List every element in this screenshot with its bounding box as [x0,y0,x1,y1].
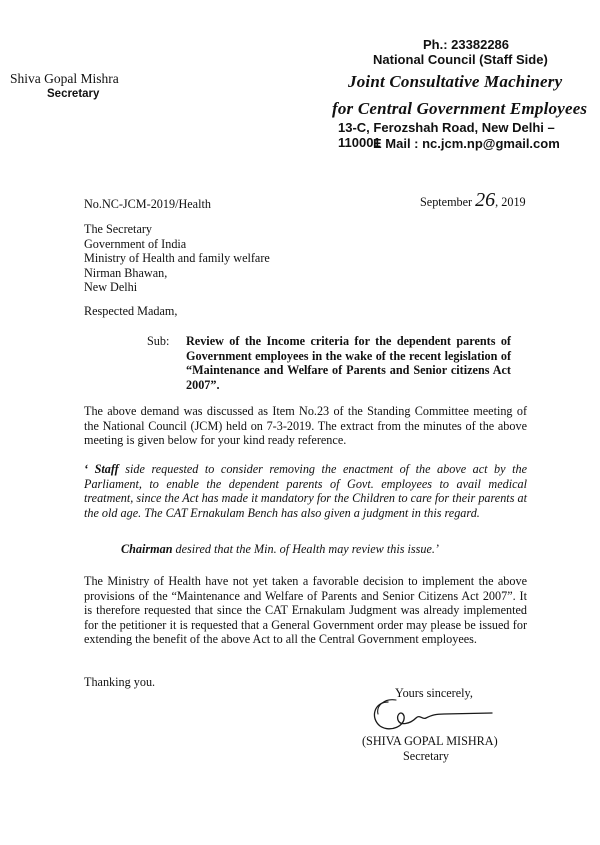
quote-body: side requested to consider removing the enactment of the above act by the Parliament, to enable the dependent parents of Govt. employees to avail medical treatment, since the Act has made it mandatory for the Children to care for their parents at the old age. The CAT Ernakulam Bench has also given a judgment in this regard. [84,462,527,520]
thanking-line: Thanking you. [84,675,156,689]
letterhead-phone: Ph.: 23382286 [423,37,510,52]
addressee-line: New Delhi [84,280,138,294]
date-day: 26 [475,189,496,211]
signatory-name: (SHIVA GOPAL MISHRA) [362,734,498,748]
addressee-line: Nirman Bhawan, [84,265,168,280]
paragraph-1: The above demand was discussed as Item No.23 of the Standing Committee meeting of the National Council (JCM) held on 7-3-2019. The extract from the minutes of the above meeting is given below for your kind ready reference. [84,404,527,447]
quote-chairman-rest: desired that the Min. of Health may review this issue.’ [172,542,439,556]
sender-title: Secretary [47,88,100,100]
closing-line: Yours sincerely, [395,686,473,700]
handwritten-signature [366,696,496,734]
letterhead-council: National Council (Staff Side) [373,52,548,67]
quote-lead: ‘ Staff [84,462,119,476]
letterhead-script-line1: Joint Consultative Machinery [348,72,563,91]
addressee-line: Government of India [84,236,187,251]
addressee-line: Ministry of Health and family welfare [84,251,270,265]
salutation: Respected Madam, [84,304,178,318]
subject-label: Sub: [147,334,170,348]
letterhead-script-line2: for Central Government Employees [332,99,588,118]
quote-chairman: Chairman [121,542,173,556]
letterhead-address: 13-C, Ferozshah Road, New Delhi – 110001 [338,120,555,150]
subject-text: Review of the Income criteria for the dependent parents of Government employees in the wake of the recent legislation of “Maintenance and Welfare of Parents and Senior citizens Act 2007”. [186,334,511,392]
minutes-quote [84,462,527,520]
addressee-line: The Secretary [84,222,153,236]
date-year: , 2019 [495,195,526,209]
signatory-title: Secretary [403,749,450,763]
chairman-quote [121,542,439,557]
sender-name: Shiva Gopal Mishra [10,71,119,86]
addressee-block [84,222,270,295]
date-month: September [420,195,473,209]
letterhead-email: E Mail : nc.jcm.np@gmail.com [373,136,560,151]
reference-number: No.NC-JCM-2019/Health [84,197,211,211]
letter-date [420,189,526,211]
paragraph-2: The Ministry of Health have not yet taken a favorable decision to implement the above provisions of the “Maintenance and Welfare of Parents and Senior Citizens Act 2007”. It is therefore requested that since the CAT Ernakulam Judgment was already implemented for the petitioner it is requested that a General Government order may please be issued for extending the benefit of the above Act to all the Central Government employees. [84,574,527,646]
